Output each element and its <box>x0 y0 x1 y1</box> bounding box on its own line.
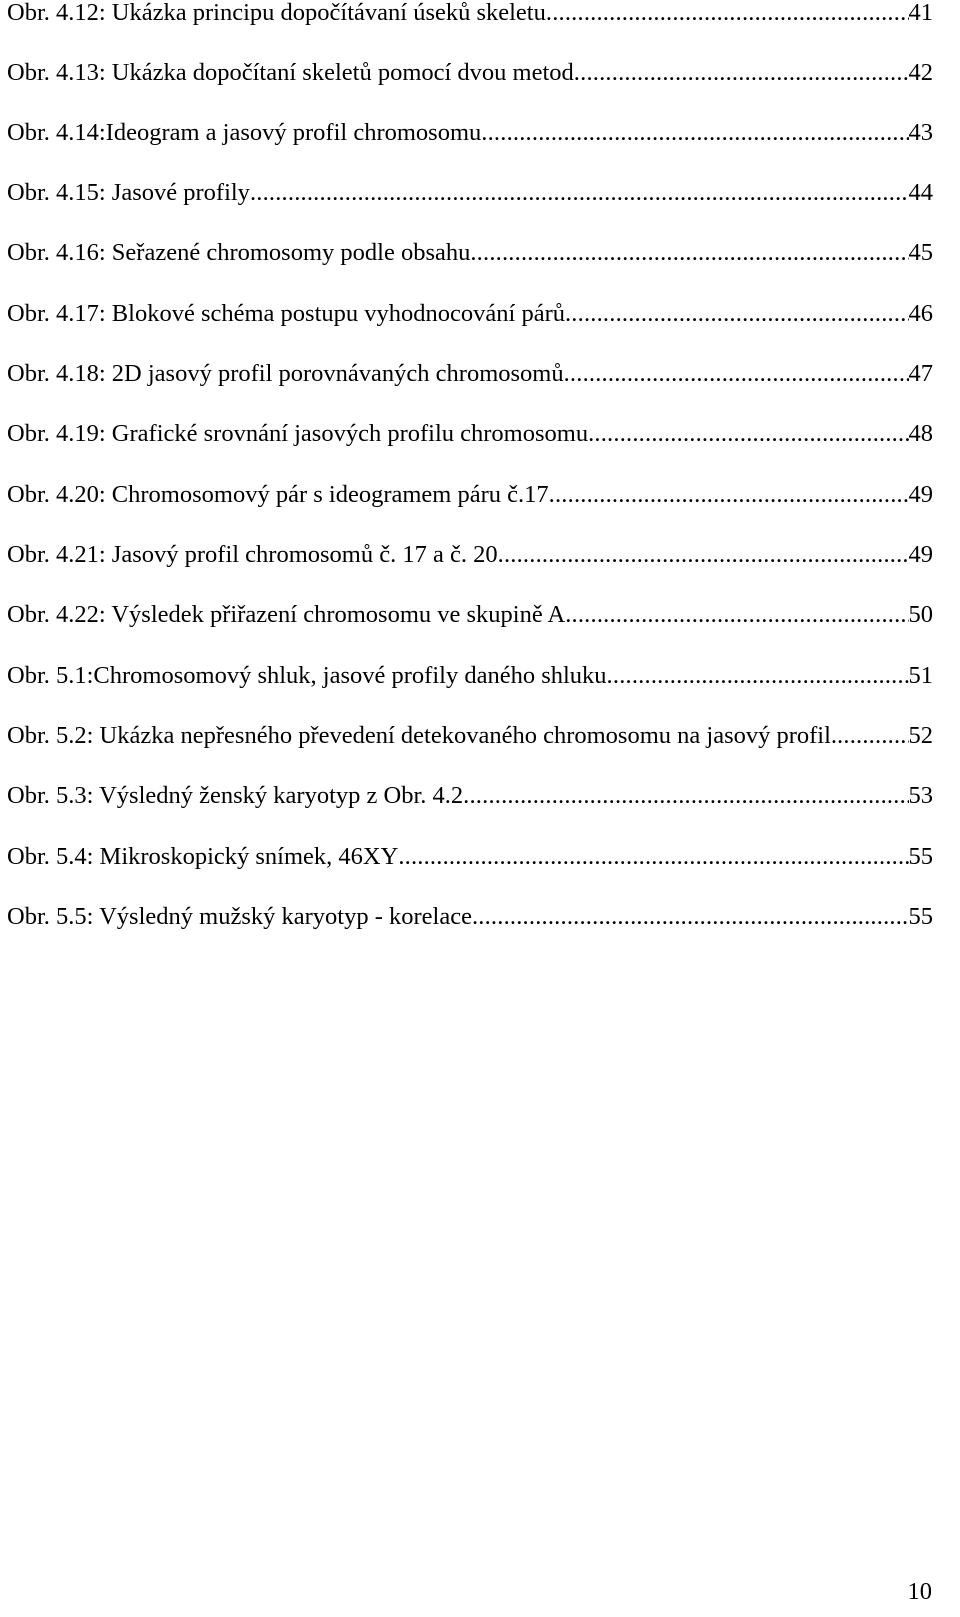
toc-entry-page: 46 <box>908 300 933 327</box>
toc-entry-page: 47 <box>908 360 933 387</box>
toc-entry-label: Obr. 5.2: Ukázka nepřesného převedení detekovaného chromosomu na jasový profil. <box>7 722 838 749</box>
dot-leader <box>588 414 908 454</box>
toc-entry-page: 43 <box>908 119 933 146</box>
toc-entry-page: 41 <box>908 0 933 26</box>
dot-leader <box>250 173 909 213</box>
dot-leader <box>472 897 909 937</box>
toc-entry[interactable] <box>7 354 933 394</box>
dot-leader <box>565 595 908 635</box>
toc-entry-label: Obr. 4.13: Ukázka dopočítaní skeletů pomocí dvou metod <box>7 59 574 86</box>
dot-leader <box>837 716 908 756</box>
dot-leader <box>463 776 908 816</box>
toc-entry-label: Obr. 5.3: Výsledný ženský karyotyp z Obr. 4.2 <box>7 782 464 809</box>
toc-entry-page: 55 <box>908 903 933 930</box>
toc-entry-label: Obr. 4.19: Grafické srovnání jasových profilu chromosomu <box>7 420 589 447</box>
toc-entry-page: 53 <box>908 782 933 809</box>
toc-entry-label: Obr. 4.15: Jasové profily <box>7 179 250 206</box>
toc-entry-label: Obr. 5.1:Chromosomový shluk, jasové profily daného shluku <box>7 662 607 689</box>
toc-entry[interactable] <box>7 414 933 454</box>
toc-entry-page: 50 <box>908 601 933 628</box>
toc-entry-label: Obr. 5.5: Výsledný mužský karyotyp - korelace <box>7 903 472 930</box>
toc-entry-label: Obr. 4.12: Ukázka principu dopočítávaní úseků skeletu <box>7 0 546 26</box>
toc-entry-label: Obr. 5.4: Mikroskopický snímek, 46XY <box>7 843 399 870</box>
toc-entry[interactable] <box>7 595 933 635</box>
toc-entry[interactable] <box>7 53 933 93</box>
toc-entry-label: Obr. 4.21: Jasový profil chromosomů č. 17 a č. 20 <box>7 541 498 568</box>
toc-entry-page: 49 <box>908 541 933 568</box>
dot-leader <box>565 294 909 334</box>
toc-entry[interactable] <box>7 776 933 816</box>
toc-entry-page: 52 <box>908 722 933 749</box>
toc-entry-label: Obr. 4.20: Chromosomový pár s ideogramem páru č.17 <box>7 481 549 508</box>
toc-entry-page: 45 <box>908 239 933 266</box>
dot-leader <box>470 233 908 273</box>
toc-entry-label: Obr. 4.22: Výsledek přiřazení chromosomu ve skupině A <box>7 601 566 628</box>
toc-entry-label: Obr. 4.18: 2D jasový profil porovnávaných chromosomů <box>7 360 564 387</box>
toc-entry-label: Obr. 4.14:Ideogram a jasový profil chromosomu <box>7 119 482 146</box>
toc-entry[interactable] <box>7 535 933 575</box>
toc-entry-label: Obr. 4.17: Blokové schéma postupu vyhodnocování párů <box>7 300 565 327</box>
dot-leader <box>498 535 909 575</box>
page-number: 10 <box>907 1578 932 1605</box>
toc-entry[interactable] <box>7 233 933 273</box>
toc-entry[interactable] <box>7 475 933 515</box>
toc-entry[interactable] <box>7 173 933 213</box>
dot-leader <box>546 0 909 33</box>
dot-leader <box>549 475 909 515</box>
toc-entry[interactable] <box>7 716 933 756</box>
toc-entry-page: 51 <box>908 662 933 689</box>
toc-entry[interactable] <box>7 656 933 696</box>
toc-entry[interactable] <box>7 113 933 153</box>
dot-leader <box>574 53 909 93</box>
toc-entry[interactable] <box>7 897 933 937</box>
toc-entry-page: 42 <box>908 59 933 86</box>
dot-leader <box>481 113 908 153</box>
toc-entry-page: 49 <box>908 481 933 508</box>
dot-leader <box>564 354 909 394</box>
toc-entry-page: 55 <box>908 843 933 870</box>
toc-entry-label: Obr. 4.16: Seřazené chromosomy podle obsahu <box>7 239 471 266</box>
toc-entry[interactable] <box>7 294 933 334</box>
dot-leader <box>398 837 908 877</box>
toc-entry[interactable] <box>7 837 933 877</box>
toc-entry-page: 48 <box>908 420 933 447</box>
toc-entry[interactable] <box>7 0 933 33</box>
toc-entry-page: 44 <box>908 179 933 206</box>
dot-leader <box>607 656 909 696</box>
